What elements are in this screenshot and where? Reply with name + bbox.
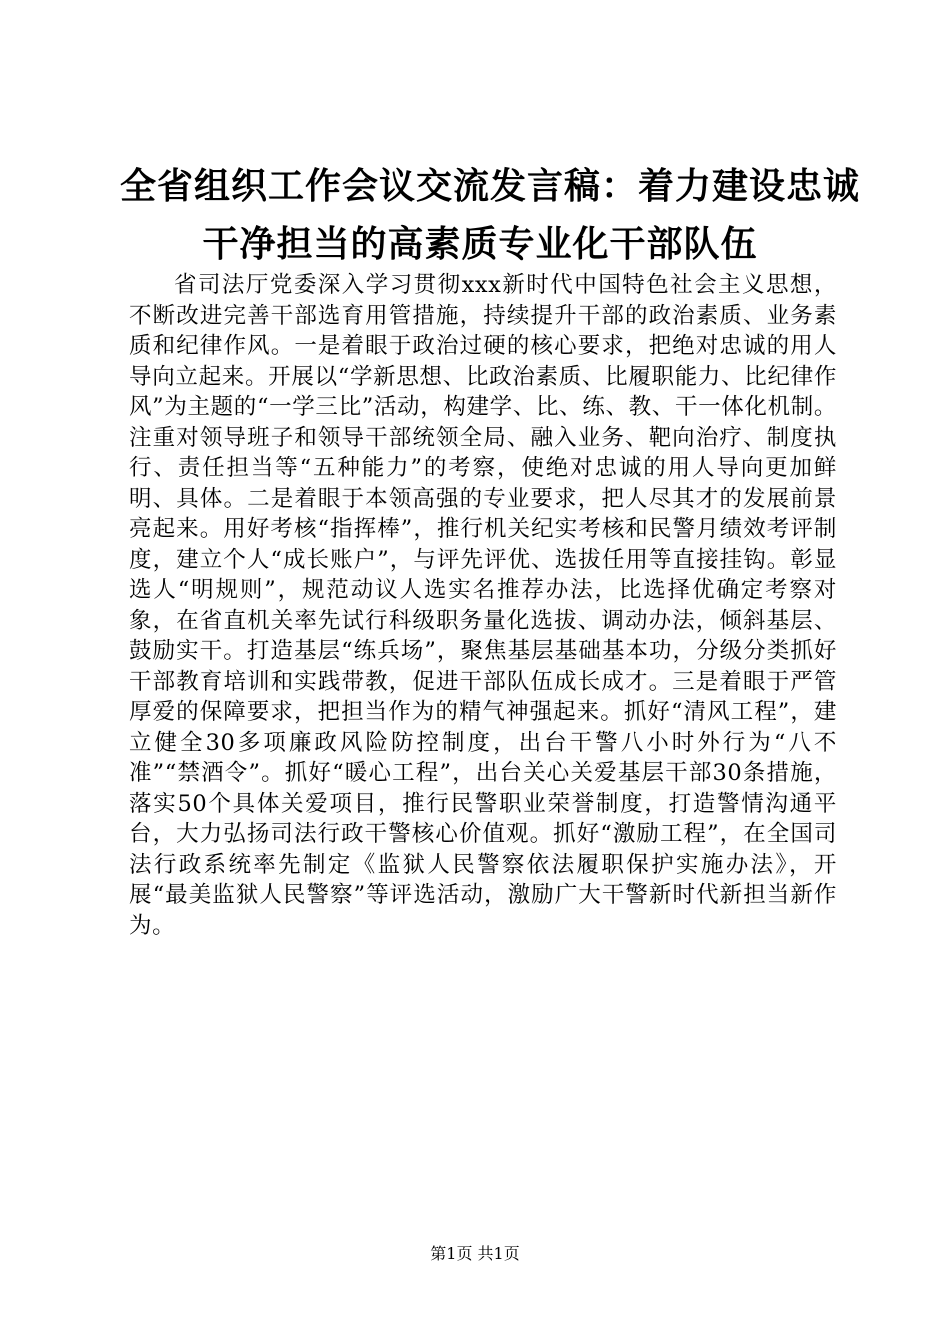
title-line-1: 全省组织工作会议交流发言稿：着力建设忠诚 (120, 166, 861, 207)
title-line-2: 干净担当的高素质专业化干部队伍 (202, 224, 758, 265)
page-title (120, 158, 861, 274)
page-number-footer: 第1页 共1页 (430, 1244, 520, 1263)
body-paragraph: 省司法厅党委深入学习贯彻xxx新时代中国特色社会主义思想，不断改进完善干部选育用管措施，持续提升干部的政治素质、业务素质和纪律作风。一是着眼于政治过硬的核心要求，把绝对忠诚的用人导向立起来。开展以“学新思想、比政治素质、比履职能力、比纪律作风”为主题的“一学三比”活动，构建学、比、练、教、干一体化机制。注重对领导班子和领导干部统领全局、融入业务、靶向治疗、制度执行、责任担当等“五种能力”的考察，使绝对忠诚的用人导向更加鲜明、具体。二是着眼于本领高强的专业要求，把人尽其才的发展前景亮起来。用好考核“指挥棒”，推行机关纪实考核和民警月绩效考评制度，建立个人“成长账户”，与评先评优、选拔任用等直接挂钩。彰显选人“明规则”，规范动议人选实名推荐办法，比选择优确定考察对象，在省直机关率先试行科级职务量化选拔、调动办法，倾斜基层、鼓励实干。打造基层“练兵场”，聚焦基层基础基本功，分级分类抓好干部教育培训和实践带教，促进干部队伍成长成才。三是着眼于严管厚爱的保障要求，把担当作为的精气神强起来。抓好“清风工程”，建立健全30多项廉政风险防控制度，出台干警八小时外行为“八不准”“禁酒令”。抓好“暖心工程”，出台关心关爱基层干部30条措施，落实50个具体关爱项目，推行民警职业荣誉制度，打造警情沟通平台，大力弘扬司法行政干警核心价值观。抓好“激励工程”，在全国司法行政系统率先制定《监狱人民警察依法履职保护实施办法》，开展“最美监狱人民警察”等评选活动，激励广大干警新时代新担当新作为。 (129, 272, 837, 939)
